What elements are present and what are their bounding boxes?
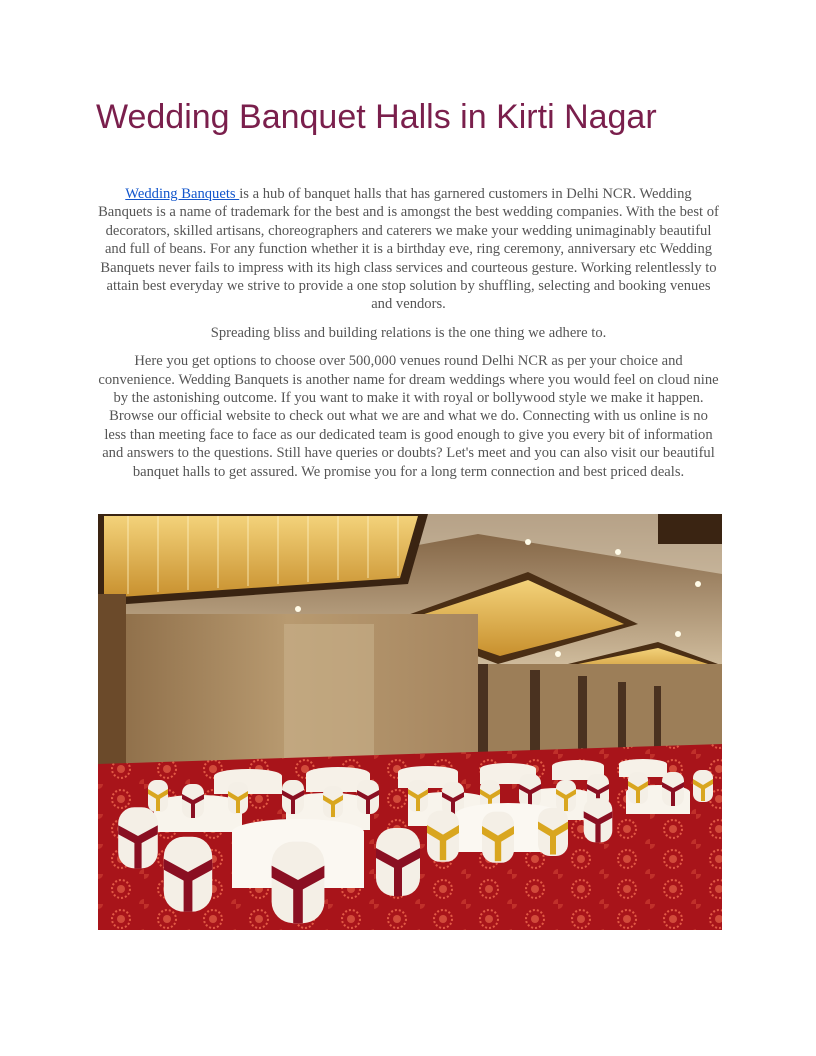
banquet-hall-photo bbox=[98, 514, 722, 930]
motto-paragraph: Spreading bliss and building relations is the one thing we adhere to. bbox=[210, 324, 607, 341]
wedding-banquets-link[interactable]: Wedding Banquets bbox=[125, 186, 240, 202]
details-paragraph: Here you get options to choose over 500,000 venues round Delhi NCR as per your choice and convenience. Wedding Banquets is another name for dream weddings where you would feel on cloud nine by the astonishing outcome. If you want to make it with royal or bollywood style we make it happen. Browse our official website to check out what we are and what we do. Connecting with us online is no less than meeting face to face as our dedicated team is good enough to give you every bit of information and answers to the questions. Still have queries or doubts? Let's meet and you can also visit our beautiful banquet halls to get assured. We promise you for a long term connection and best priced deals. bbox=[98, 353, 719, 480]
page-title: Wedding Banquet Halls in Kirti Nagar bbox=[96, 98, 657, 136]
article-body bbox=[97, 185, 720, 491]
intro-text: is a hub of banquet halls that has garnered customers in Delhi NCR. Wedding Banquets is a name of trademark for the best and is amongst the best wedding companies. With the best of decorators, skilled artisans, choreographers and caterers we make your wedding unimaginably beautiful and full of beans. For any function whether it is a birthday eve, ring ceremony, anniversary etc Wedding Banquets never fails to impress with its high class services and courteous gesture. Working relentlessly to attain best everyday we strive to provide a one stop solution by shuffling, selecting and booking venues and vendors. bbox=[98, 186, 719, 313]
intro-paragraph bbox=[97, 185, 720, 314]
